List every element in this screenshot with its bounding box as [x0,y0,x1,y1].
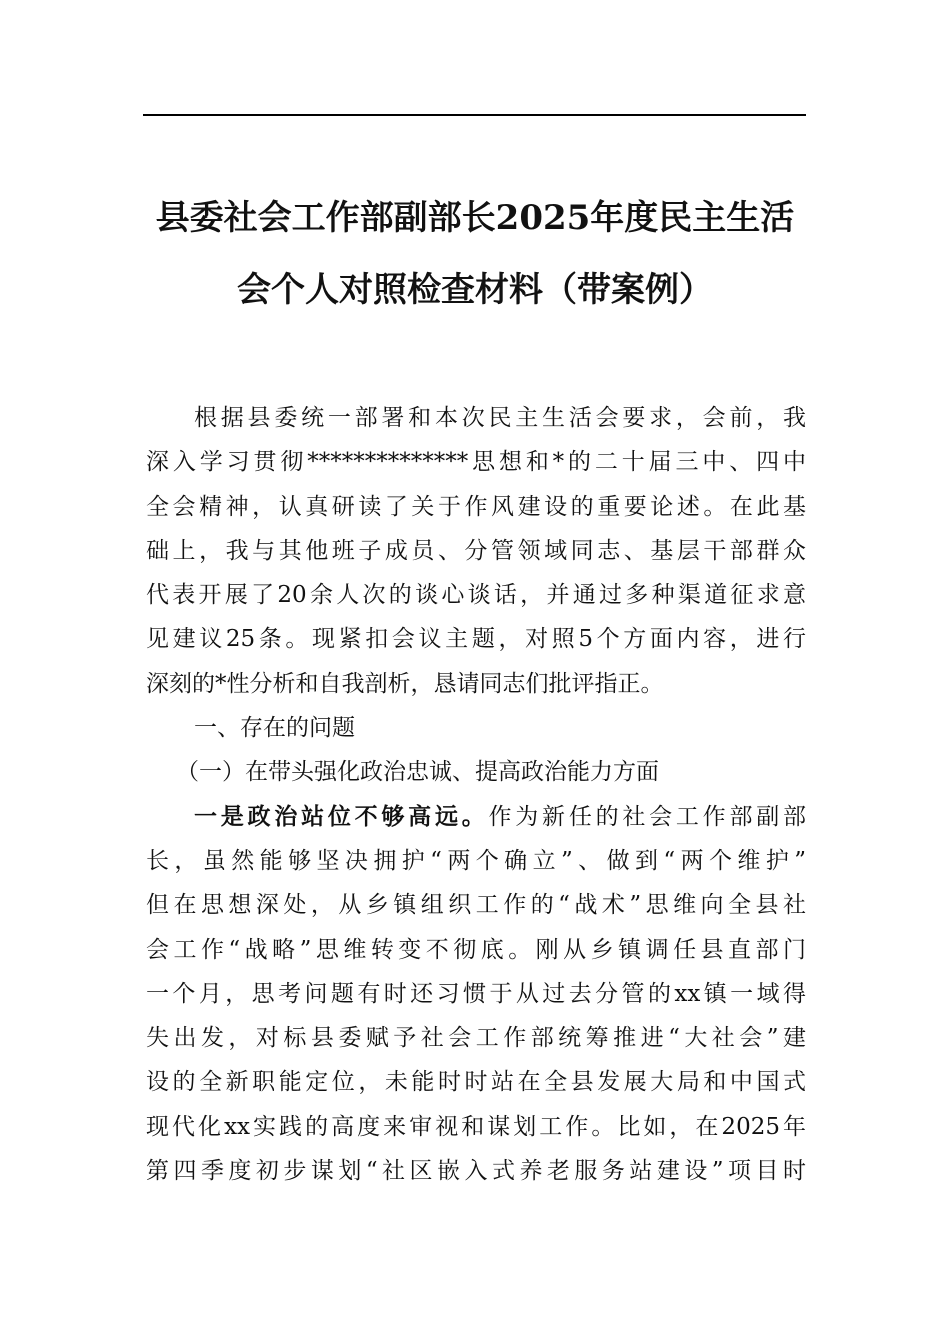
document-title-line-1: 县委社会工作部副部长2025年度民主生活 [155,198,795,238]
document-title-line-2: 会个人对照检查材料（带案例） [237,270,713,310]
point-line: 会工作“战略”思维转变不彻底。刚从乡镇调任县直部门 [146,936,806,963]
point-lead: 一是政治站位不够高远。 [194,803,489,830]
section-heading: 一、存在的问题 [194,715,355,742]
document-body [146,396,806,1193]
point-line: 设的全新职能定位，未能时时站在全县发展大局和中国式 [146,1069,806,1096]
point-line: 一个月，思考问题有时还习惯于从过去分管的xx镇一域得 [146,980,806,1007]
point-line: 失出发，对标县委赋予社会工作部统筹推进“大社会”建 [146,1025,806,1052]
point-line: 第四季度初步谋划“社区嵌入式养老服务站建设”项目时 [146,1158,806,1185]
intro-line: 见建议25条。现紧扣会议主题，对照5个方面内容，进行 [146,626,806,653]
point-line: 长，虽然能够坚决拥护“两个确立”、做到“两个维护” [146,847,806,874]
point-line: 现代化xx实践的高度来审视和谋划工作。比如，在2025年 [146,1113,806,1140]
intro-line: 深入学习贯彻**************思想和*的二十届三中、四中 [146,449,806,476]
point-line: 但在思想深处，从乡镇组织工作的“战术”思维向全县社 [146,892,806,919]
intro-line: 根据县委统一部署和本次民主生活会要求，会前，我 [194,405,806,431]
point-text: 作为新任的社会工作部副部 [488,803,807,830]
intro-line: 深刻的*性分析和自我剖析，恳请同志们批评指正。 [146,670,664,697]
intro-line: 全会精神，认真研读了关于作风建设的重要论述。在此基 [146,493,806,520]
header-rule [143,114,806,116]
intro-line: 础上，我与其他班子成员、分管领域同志、基层干部群众 [146,537,806,564]
intro-line: 代表开展了20余人次的谈心谈话，并通过多种渠道征求意 [146,582,806,609]
subsection-heading: （一）在带头强化政治忠诚、提高政治能力方面 [176,759,659,786]
point-line [146,795,806,839]
